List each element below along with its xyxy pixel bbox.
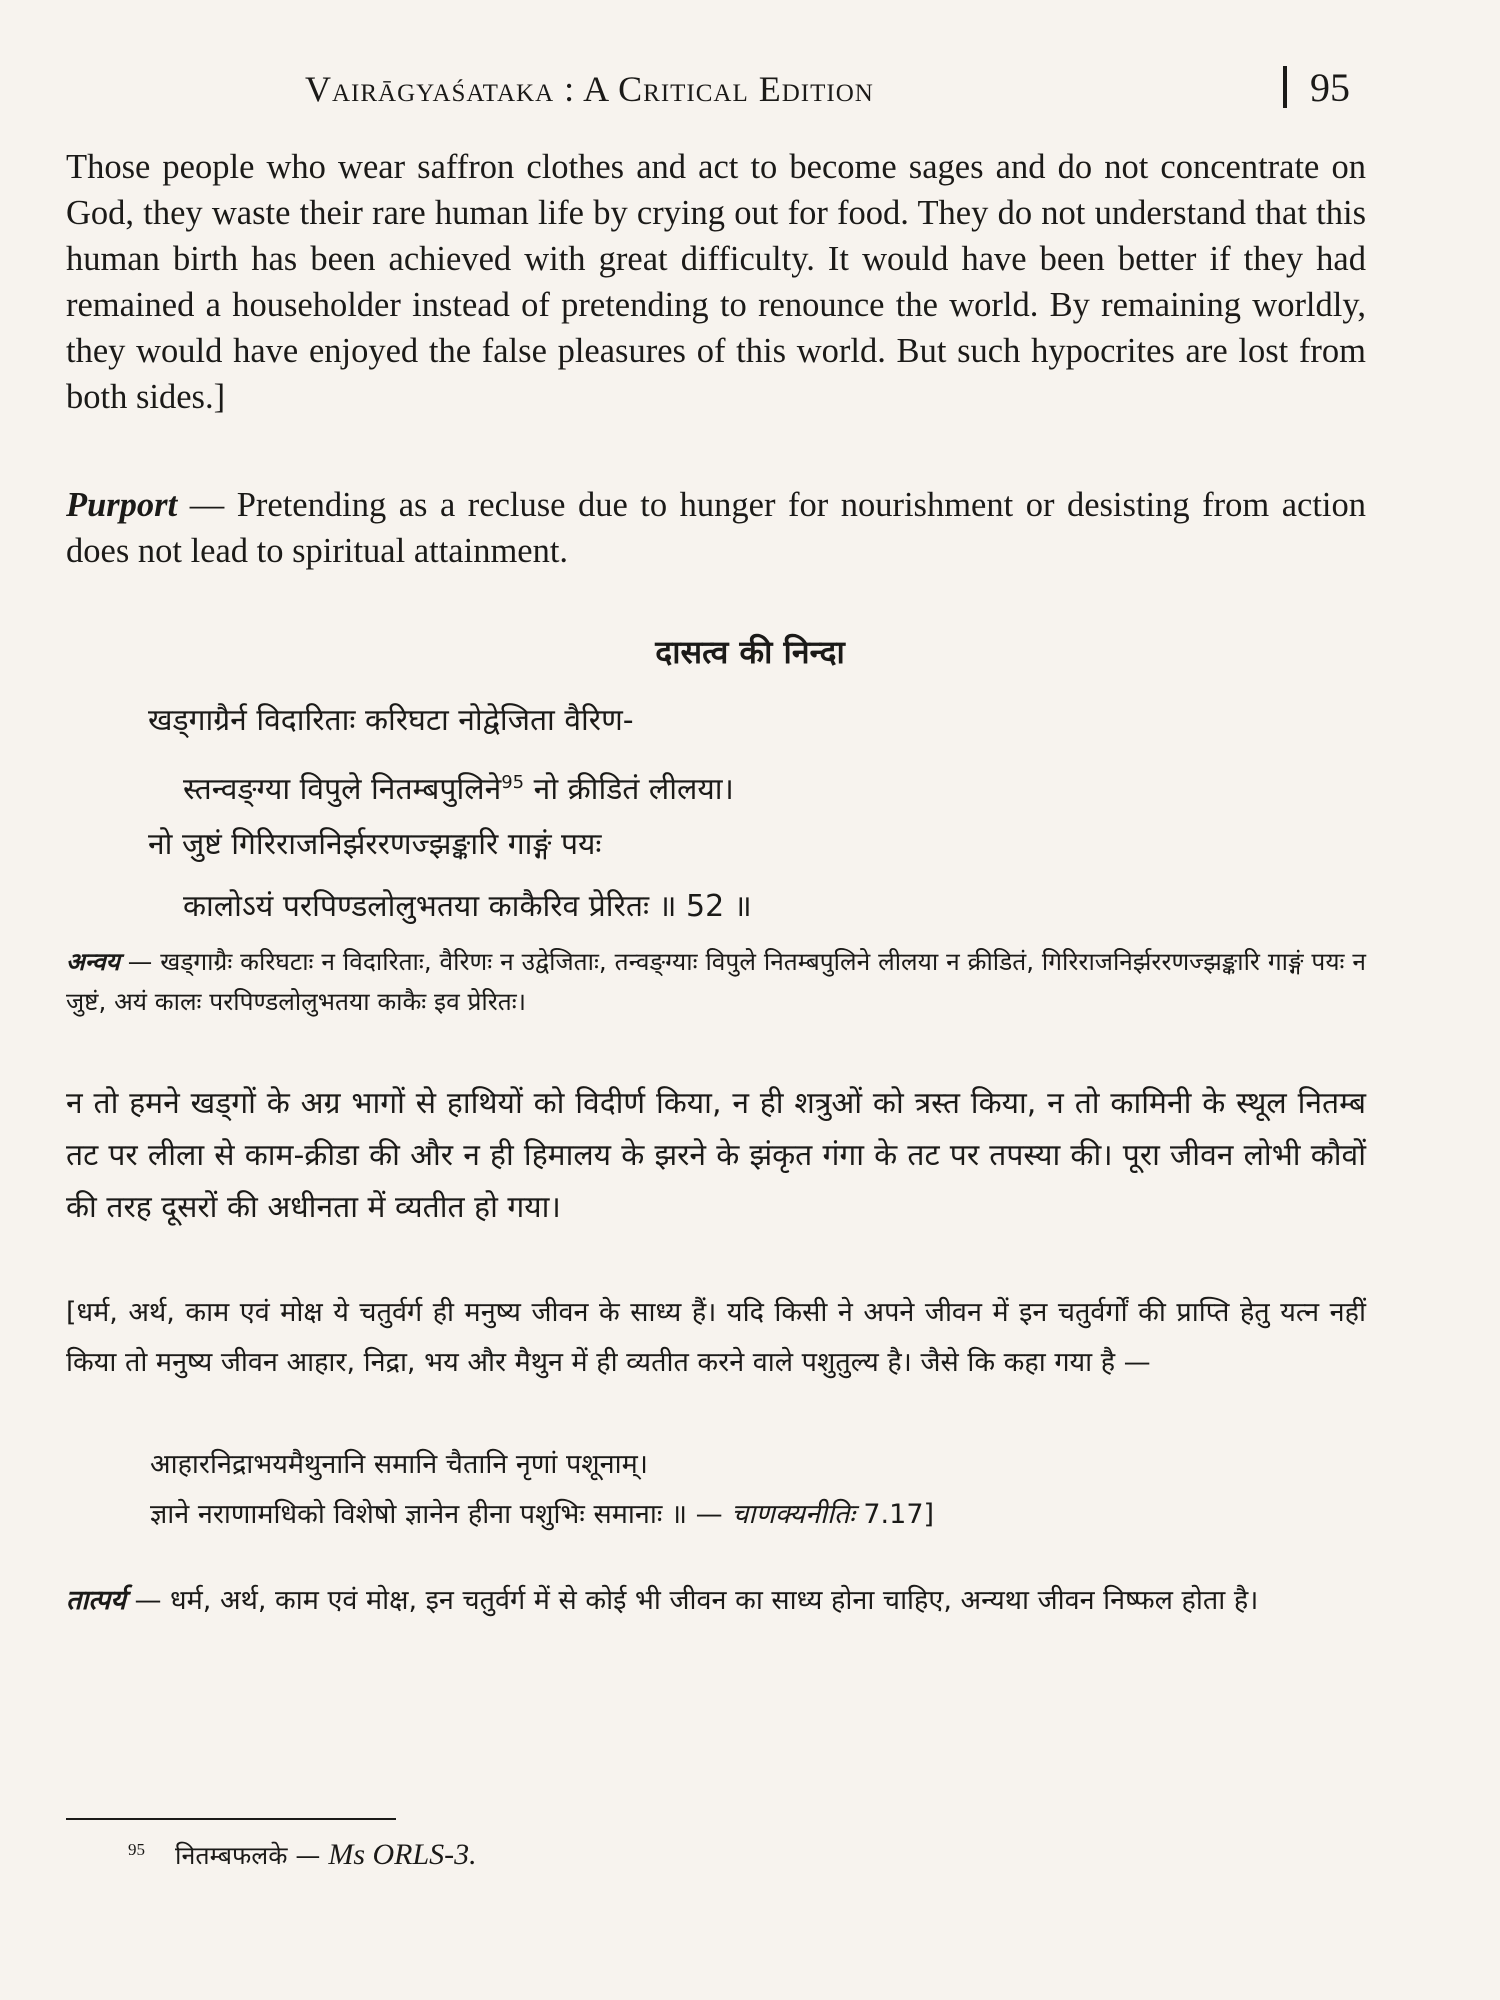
anvaya-label: अन्वय [66, 947, 120, 976]
quote-line-2-text: ज्ञाने नराणामधिको विशेषो ज्ञानेन हीना पशुभिः समानाः ॥ — [150, 1499, 732, 1530]
verse-line-4: कालोऽयं परपिण्डलोलुभतया काकैरिव प्रेरितः ॥ 52 ॥ [183, 889, 752, 924]
page-number: 95 [1310, 65, 1350, 110]
footnote-source: Ms ORLS-3. [328, 1838, 477, 1871]
footnote-text: नितम्बफलके — [175, 1841, 329, 1870]
footnote [128, 1838, 477, 1872]
verse-line-2b: नो क्रीडितं लीलया। [524, 772, 734, 807]
running-title: Vairāgyaśataka : A Critical Edition [305, 69, 874, 109]
hindi-translation [66, 1078, 1366, 1234]
section-heading: दासत्व की निन्दा [655, 633, 845, 671]
quote-ref: 7.17] [854, 1499, 935, 1530]
anvaya [66, 942, 1366, 1022]
anvaya-text: — खड्गाग्रैः करिघटाः न विदारिताः, वैरिणः न उद्वेजिताः, तन्वङ्ग्याः विपुले नितम्बपुलिने लीलया न क्रीडितं, गिरिराजनिर्झररणज्झङ्कारि गाङ्गं पयः न जुष्टं, अयं कालः परपिण्डलोलुभतया काकैः इव प्रेरितः। [66, 947, 1366, 1016]
tatparya-text: — धर्म, अर्थ, काम एवं मोक्ष, इन चतुर्वर्ग में से कोई भी जीवन का साध्य होना चाहिए, अन्यथा जीवन निष्फल होता है। [125, 1585, 1259, 1616]
verse-line-3: नो जुष्टं गिरिराजनिर्झररणज्झङ्कारि गाङ्गं पयः [148, 827, 602, 862]
hindi-translation-text: न तो हमने खड्गों के अग्र भागों से हाथियों को विदीर्ण किया, न ही शत्रुओं को त्रस्त किया, न तो कामिनी के स्थूल नितम्ब तट पर लीला से काम-क्रीडा की और न ही हिमालय के झरने के झंकृत गंगा के तट पर तपस्या की। पूरा जीवन लोभी कौवों की तरह दूसरों की अधीनता में व्यतीत हो गया। [66, 1086, 1366, 1225]
running-header [70, 62, 1370, 112]
header-divider [1283, 66, 1287, 108]
verse-line-1: खड्गाग्रैर्न विदारिताः करिघटा नोद्वेजिता वैरिण- [148, 703, 634, 738]
english-paragraph-text: Those people who wear saffron clothes and act to become sages and do not concentrate on God, they waste their rare human life by crying out for food. They do not understand that this human birth has been achieved with great difficulty. It would have been better if they had remained a householder instead of pretending to renounce the world. By remaining worldly, they would have enjoyed the false pleasures of this world. But such hypocrites are lost from both sides.] [66, 148, 1366, 416]
footnote-marker: 95 [501, 772, 525, 793]
quote-source: चाणक्यनीतिः [731, 1499, 855, 1530]
verse-line-2 [183, 752, 734, 821]
hindi-commentary-text: [धर्म, अर्थ, काम एवं मोक्ष ये चतुर्वर्ग ही मनुष्य जीवन के साध्य हैं। यदि किसी ने अपने जीवन में इन चतुर्वर्गों की प्राप्ति हेतु यत्न नहीं किया तो मनुष्य जीवन आहार, निद्रा, भय और मैथुन में ही व्यतीत करने वाले पशुतुल्य है। जैसे कि कहा गया है — [66, 1297, 1366, 1378]
tatparya [66, 1576, 1366, 1626]
english-paragraph [66, 144, 1366, 420]
hindi-commentary [66, 1288, 1366, 1388]
purport [66, 482, 1366, 574]
quote-line-2 [150, 1490, 1370, 1540]
purport-label: Purport [66, 486, 178, 524]
footnote-rule [66, 1818, 396, 1820]
verse-line-2a: स्तन्वङ्ग्या विपुले नितम्बपुलिने [183, 772, 502, 807]
purport-text: — Pretending as a recluse due to hunger for nourishment or desisting from action does not lead to spiritual attainment. [66, 486, 1366, 570]
tatparya-label: तात्पर्य [66, 1585, 126, 1616]
footnote-number: 95 [128, 1839, 145, 1859]
quote-line-1: आहारनिद्राभयमैथुनानि समानि चैतानि नृणां पशूनाम्। [150, 1449, 649, 1480]
quoted-verse [150, 1440, 1370, 1540]
